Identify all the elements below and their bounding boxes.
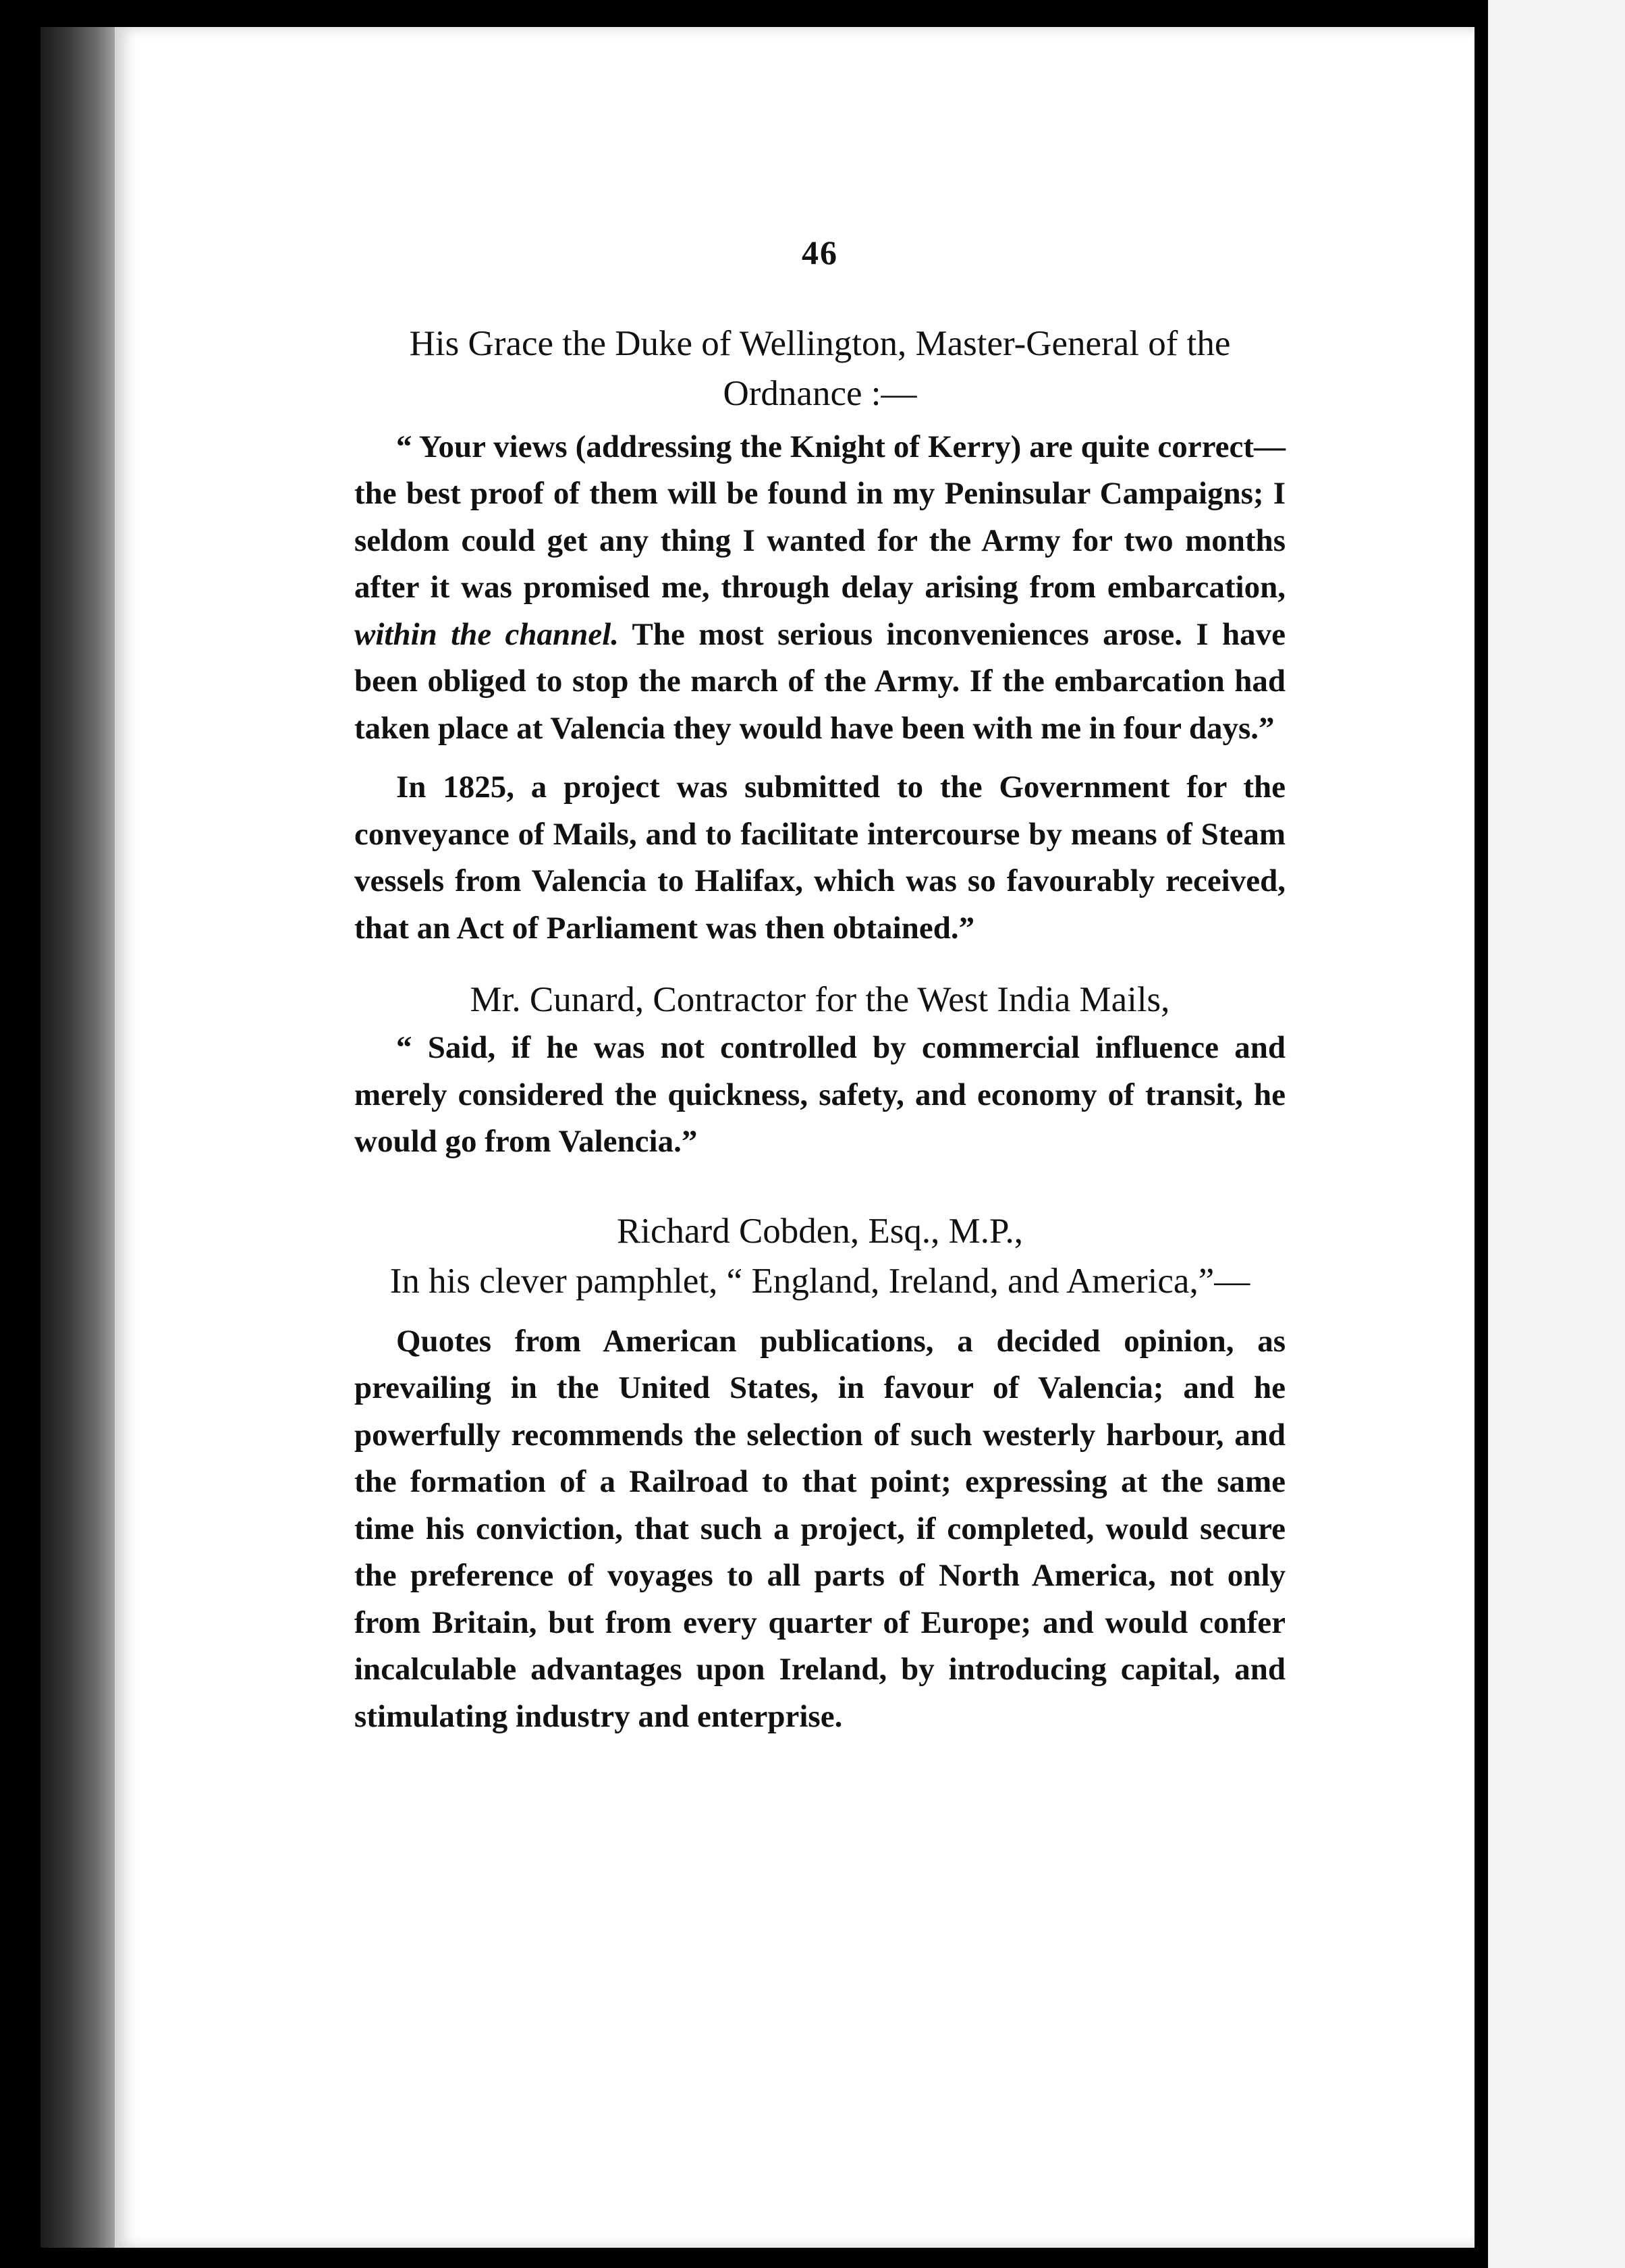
cunard-quote: “ Said, if he was not controlled by commercial influence and merely considered the quickness, safety, and economy of transit, he would go from Valencia.”	[354, 1030, 1286, 1159]
wellington-quote-emphasis: within the channel.	[354, 616, 619, 652]
facing-page-edge	[1488, 0, 1625, 2268]
wellington-quote-part-2: The most serious inconveniences arose. I have been obliged to stop the march of the Army. If the embarcation had taken place at Valencia they would have been with me in four days.”	[354, 616, 1286, 746]
cobden-paragraph: Quotes from American publications, a decided opinion, as prevailing in the United States, in favour of Valencia; and he powerfully recommends the selection of such westerly harbour, and the formation of a Railroad to that point; expressing at the same time his conviction, that such a project, if completed, would secure the preference of voyages to all parts of North America, not only from Britain, but from every quarter of Europe; and would confer incalculable advantages upon Ireland, by introducing capital, and stimulating industry and enterprise.	[354, 1323, 1286, 1734]
section-subheading-cobden-pamphlet: In his clever pamphlet, “ England, Ireland, and America,”—	[389, 1261, 1250, 1301]
section-heading-cunard: Mr. Cunard, Contractor for the West India Mails,	[470, 980, 1170, 1019]
section-heading-cobden: Richard Cobden, Esq., M.P.,	[616, 1211, 1024, 1251]
wellington-quote	[354, 424, 1286, 753]
mail-project-paragraph: In 1825, a project was submitted to the Government for the conveyance of Mails, and to facilitate intercourse by means of Steam vessels from Valencia to Halifax, which was so favourably received, that an Act of Parliament was then obtained.”	[354, 770, 1286, 946]
page-number: 46	[802, 234, 838, 271]
page-gutter	[1475, 0, 1488, 2268]
page-text-block	[354, 230, 1286, 1740]
section-heading-wellington: His Grace the Duke of Wellington, Master-General of the Ordnance :—	[409, 323, 1231, 413]
wellington-quote-part-1: “ Your views (addressing the Knight of Kerry) are quite correct—the best proof of them will be found in my Peninsular Campaigns; I seldom could get any thing I wanted for the Army for two months after it was promised me, through delay arising from embarcation,	[354, 429, 1286, 605]
book-spine-edge	[40, 27, 121, 2248]
